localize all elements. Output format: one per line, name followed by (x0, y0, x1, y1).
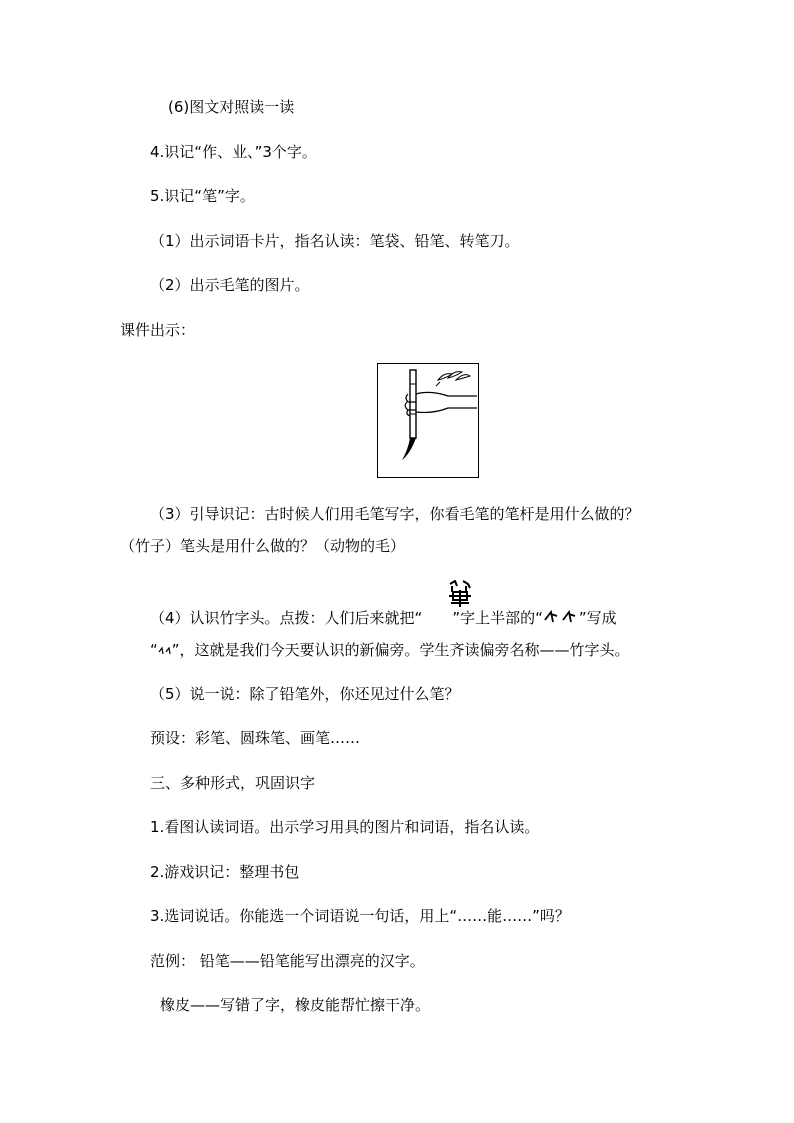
text-line-5: （2）出示毛笔的图片。 (150, 276, 310, 294)
brush-drawing-icon (378, 364, 477, 476)
text-line-9-part-b: ”字上半部的“ (452, 609, 543, 627)
text-line-14: 1.看图认读词语。出示学习用具的图片和词语，指名认读。 (150, 818, 540, 836)
text-line-10-part-a: “ (150, 641, 158, 659)
text-line-17: 范例： 铅笔——铅笔能写出漂亮的汉字。 (150, 952, 425, 970)
text-line-2: 4.识记“作、业、”3个字。 (150, 143, 317, 161)
text-line-4: （1）出示词语卡片，指名认读：笔袋、铅笔、转笔刀。 (150, 232, 520, 250)
text-line-10-part-b: ”，这就是我们今天要认识的新偏旁。学生齐读偏旁名称——竹字头。 (171, 641, 630, 659)
text-line-11: （5）说一说：除了铅笔外，你还见过什么笔？ (150, 685, 460, 703)
text-line-15: 2.游戏识记：整理书包 (150, 863, 300, 881)
text-line-9-part-a: （4）认识竹字头。点拨：人们后来就把“ (150, 609, 423, 627)
text-line-18: 橡皮——写错了字，橡皮能帮忙擦干净。 (160, 996, 431, 1014)
text-line-9 (150, 608, 617, 629)
seal-bi-icon (447, 580, 473, 608)
text-line-3: 5.识记“笔”字。 (150, 187, 255, 205)
text-line-10 (150, 640, 630, 661)
text-line-9-part-c: ”写成 (578, 609, 617, 627)
text-line-1: (6)图文对照读一读 (168, 98, 295, 116)
section-heading: 三、多种形式，巩固识字 (150, 774, 316, 792)
text-line-8: （竹子）笔头是用什么做的？（动物的毛） (120, 537, 406, 555)
text-line-16: 3.选词说话。你能选一个词语说一句话，用上“……能……”吗？ (150, 907, 570, 925)
bamboo-top-icon (543, 609, 579, 629)
text-line-6: 课件出示： (120, 321, 196, 339)
bamboo-radical-icon (158, 641, 172, 661)
brush-image (377, 363, 479, 478)
text-line-7: （3）引导识记：古时候人们用毛笔写字，你看毛笔的笔杆是用什么做的？ (150, 505, 640, 523)
text-line-12: 预设：彩笔、圆珠笔、画笔…… (150, 729, 361, 747)
